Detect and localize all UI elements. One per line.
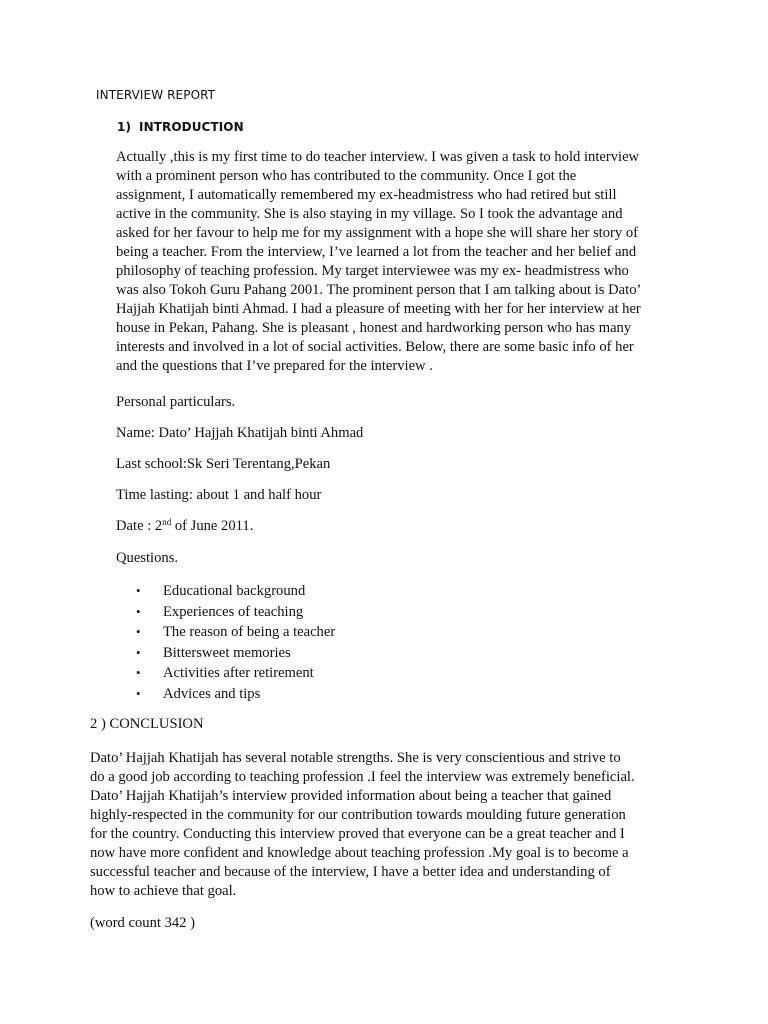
question-text: Bittersweet memories	[163, 644, 291, 661]
list-item	[136, 581, 335, 602]
document-title: INTERVIEW REPORT	[96, 88, 216, 102]
paragraph-line: house in Pekan, Pahang. She is pleasant , honest and hardworking person who has many	[116, 320, 632, 336]
question-text: The reason of being a teacher	[163, 624, 336, 641]
conclusion-heading: 2 ) CONCLUSION	[90, 716, 204, 732]
paragraph-line: philosophy of teaching profession. My target interviewee was my ex- headmistress who	[116, 263, 629, 279]
bullet-icon: •	[136, 624, 141, 640]
paragraph-line: and the questions that I’ve prepared for the interview .	[116, 358, 433, 374]
paragraph-line: Dato’ Hajjah Khatijah’s interview provided information about being a teacher that gained	[90, 788, 612, 804]
list-item	[136, 643, 335, 664]
word-count: (word count 342 )	[90, 915, 195, 931]
bullet-icon: •	[136, 603, 141, 619]
paragraph-line: assignment, I automatically remembered my ex-headmistress who had retired but still	[116, 187, 617, 203]
list-item	[136, 684, 335, 705]
questions-list	[136, 581, 335, 705]
question-text: Activities after retirement	[163, 665, 314, 682]
paragraph-line: with a prominent person who has contributed to the community. Once I got the	[116, 168, 577, 184]
paragraph-line: how to achieve that goal.	[90, 883, 237, 899]
paragraph-line: Dato’ Hajjah Khatijah has several notable strengths. She is very conscientious and strive to	[90, 750, 621, 766]
list-item	[136, 663, 335, 684]
questions-label: Questions.	[116, 550, 179, 566]
paragraph-line: successful teacher and because of the interview, I have a better idea and understanding of	[90, 864, 611, 880]
introduction-heading-text: INTRODUCTION	[139, 120, 244, 134]
last-school-line: Last school:Sk Seri Terentang,Pekan	[116, 456, 331, 472]
question-text: Experiences of teaching	[163, 603, 304, 620]
list-item	[136, 602, 335, 623]
date-prefix: Date : 2	[116, 518, 163, 534]
time-lasting-line: Time lasting: about 1 and half hour	[116, 487, 322, 503]
introduction-heading	[117, 120, 244, 134]
date-rest: of June 2011.	[171, 518, 254, 534]
paragraph-line: for the country. Conducting this interview proved that everyone can be a great teacher and I	[90, 826, 625, 842]
paragraph-line: do a good job according to teaching profession .I feel the interview was extremely beneficial.	[90, 769, 635, 785]
paragraph-line: active in the community. She is also staying in my village. So I took the advantage and	[116, 206, 623, 222]
question-text: Advices and tips	[163, 685, 261, 702]
paragraph-line: interests and involved in a lot of social activities. Below, there are some basic info of her	[116, 339, 634, 355]
bullet-icon: •	[136, 665, 141, 681]
conclusion-paragraph	[90, 749, 635, 901]
paragraph-line: now have more confident and knowledge about teaching profession .My goal is to become a	[90, 845, 629, 861]
paragraph-line: Hajjah Khatijah binti Ahmad. I had a pleasure of meeting with her for her interview at her	[116, 301, 641, 317]
paragraph-line: was also Tokoh Guru Pahang 2001. The prominent person that I am talking about is Dato’	[116, 282, 642, 298]
paragraph-line: asked for her favour to help me for my assignment with a hope she will share her story of	[116, 225, 638, 241]
bullet-icon: •	[136, 583, 141, 598]
introduction-paragraph	[116, 148, 641, 376]
date-line	[116, 517, 253, 536]
list-item	[136, 622, 335, 643]
paragraph-line: being a teacher. From the interview, I’ve learned a lot from the teacher and her belief and	[116, 244, 637, 260]
introduction-number: 1)	[117, 120, 132, 134]
personal-particulars-label: Personal particulars.	[116, 394, 236, 410]
paragraph-line: highly-respected in the community for our contribution towards moulding future generation	[90, 807, 626, 823]
bullet-icon: •	[136, 644, 141, 660]
date-ordinal-suffix: nd	[162, 517, 172, 527]
bullet-icon: •	[136, 685, 141, 701]
name-line: Name: Dato’ Hajjah Khatijah binti Ahmad	[116, 425, 364, 441]
paragraph-line: Actually ,this is my first time to do teacher interview. I was given a task to hold interview	[116, 149, 640, 165]
question-text: Educational background	[163, 583, 306, 599]
